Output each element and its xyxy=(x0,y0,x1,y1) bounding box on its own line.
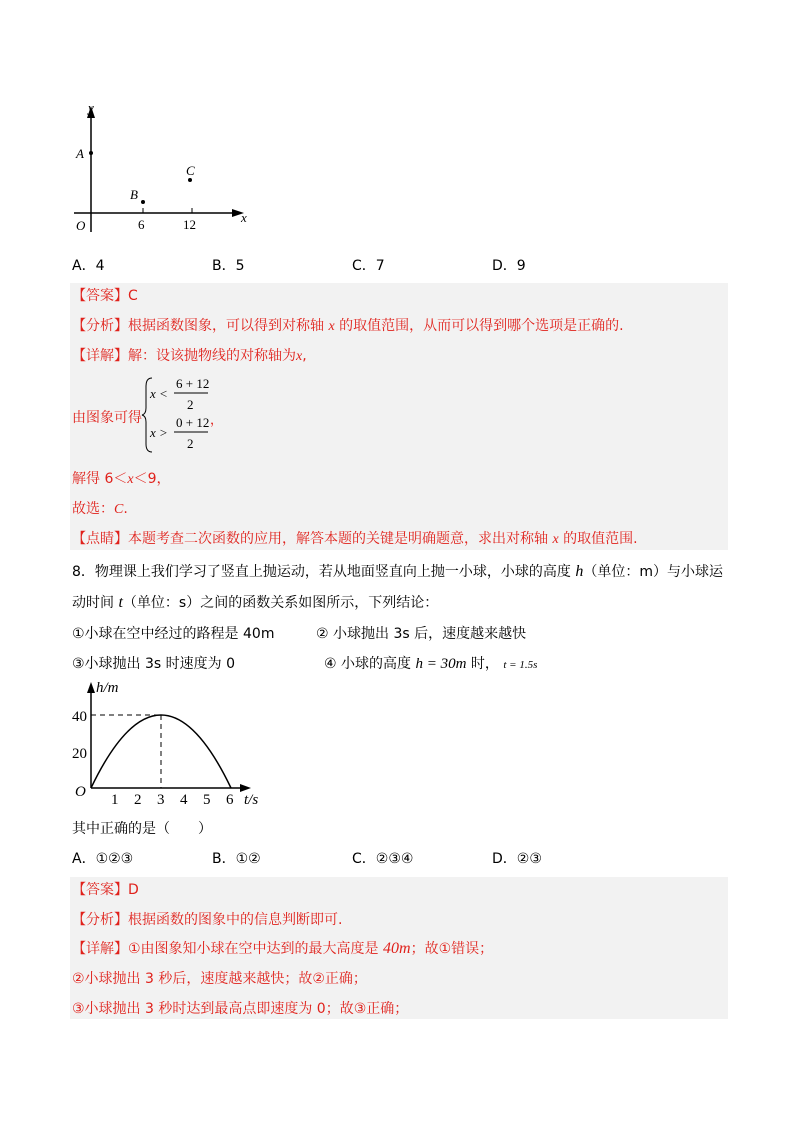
choose-end: . xyxy=(123,501,128,517)
y-axis-label: h/m xyxy=(96,680,119,696)
q8-detail-line-3: ③小球抛出 3 秒时达到最高点即速度为 0；故③正确； xyxy=(72,1001,409,1017)
point-b xyxy=(141,200,145,204)
answer-tag: 【答案】 xyxy=(72,288,128,304)
system-end: ， xyxy=(210,412,224,427)
detail-text: 解：设该抛物线的对称轴为 xyxy=(128,348,296,364)
x-tick-2: 2 xyxy=(134,792,142,808)
x-axis-label: x xyxy=(241,210,247,225)
q8-detail-line-1 xyxy=(72,939,493,959)
q7-choose-line xyxy=(72,499,128,520)
point-a-label: A xyxy=(76,146,84,161)
stem-text-cont: （单位：m）与小球运 xyxy=(583,564,723,580)
detail-tag: 【详解】 xyxy=(72,348,128,364)
height-equation: h = 30m xyxy=(415,656,467,672)
q8-question: 其中正确的是（ ） xyxy=(72,821,212,837)
q8-option-d: D．②③ xyxy=(492,851,542,867)
y-tick-20: 20 xyxy=(72,746,87,762)
variable-x: x xyxy=(552,532,559,547)
q8-conclusion-2: ② 小球抛出 3s 后，速度越来越快 xyxy=(316,626,527,642)
ineq1-denominator: 2 xyxy=(187,397,194,412)
q7-option-b: B．5 xyxy=(212,258,245,274)
choose-text: 故选： xyxy=(72,501,114,517)
detail-text: ①由图象知小球在空中达到的最大高度是 xyxy=(128,941,379,957)
q8-analysis-line xyxy=(72,910,342,930)
analysis-text: 根据函数图象，可以得到对称轴 xyxy=(128,318,324,334)
tick-6-label: 6 xyxy=(138,217,145,232)
point-c-label: C xyxy=(186,163,195,178)
y-tick-40: 40 xyxy=(72,709,87,725)
system-intro: 由图象可得 xyxy=(72,410,142,426)
analysis-text-cont: 的取值范围，从而可以得到哪个选项是正确的. xyxy=(339,318,624,334)
x-tick-3: 3 xyxy=(157,792,165,808)
q8-detail-line-2: ②小球抛出 3 秒后，速度越来越快；故②正确； xyxy=(72,971,367,987)
origin-label: O xyxy=(76,218,86,233)
q8-answer-line xyxy=(72,880,139,900)
detail-tag: 【详解】 xyxy=(72,941,128,957)
choose-value: C xyxy=(114,502,124,517)
q8-conclusion-4 xyxy=(324,654,537,675)
variable-x: x xyxy=(127,472,134,487)
detail-end: , xyxy=(302,348,307,364)
max-height-value: 40m xyxy=(383,940,411,957)
x-axis-label: t/s xyxy=(244,792,259,808)
q7-solve-line xyxy=(72,469,171,490)
x-axis-arrow xyxy=(240,784,251,792)
q8-option-b: B．①② xyxy=(212,851,261,867)
q7-comment-line xyxy=(72,529,638,550)
comment-text-cont: 的取值范围. xyxy=(563,531,638,547)
q8-stem-line-2 xyxy=(72,593,438,613)
x-tick-4: 4 xyxy=(180,792,188,808)
q7-detail-line xyxy=(72,346,307,367)
detail-text-end: ；故①错误； xyxy=(410,941,494,957)
q8-option-a: A．①②③ xyxy=(72,851,134,867)
inequality-system xyxy=(140,374,230,456)
time-equation: t = 1.5s xyxy=(503,659,538,671)
x-tick-1: 1 xyxy=(111,792,119,808)
point-c xyxy=(188,178,192,182)
q8-conclusion-3: ③小球抛出 3s 时速度为 0 xyxy=(72,656,236,672)
solve-text: 解得 6＜ xyxy=(72,471,128,487)
y-axis-label: y xyxy=(88,100,94,115)
variable-x: x xyxy=(296,349,303,364)
stem-text: 8．物理课上我们学习了竖直上抛运动，若从地面竖直向上抛一小球，小球的高度 xyxy=(72,564,571,580)
q7-answer-line xyxy=(72,286,138,306)
q7-coordinate-graph xyxy=(66,96,256,238)
answer-tag: 【答案】 xyxy=(72,882,128,898)
x-tick-6: 6 xyxy=(226,792,234,808)
stem-text: 动时间 xyxy=(72,595,114,611)
analysis-tag: 【分析】 xyxy=(72,318,128,334)
answer-value: C xyxy=(128,288,138,304)
q8-height-time-graph xyxy=(70,676,270,810)
variable-h: h xyxy=(575,563,584,580)
ineq2-denominator: 2 xyxy=(187,436,194,451)
origin-label: O xyxy=(75,784,86,800)
q7-analysis-line xyxy=(72,316,624,337)
stem-text-cont: （单位：s）之间的函数关系如图所示，下列结论： xyxy=(122,595,439,611)
x-tick-5: 5 xyxy=(203,792,211,808)
point-a xyxy=(89,151,93,155)
comment-tag: 【点睛】 xyxy=(72,531,128,547)
q8-conclusion-1: ①小球在空中经过的路程是 40m xyxy=(72,626,275,642)
analysis-text: 根据函数的图象中的信息判断即可. xyxy=(128,912,343,928)
conclusion-text-cont: 时， xyxy=(470,656,499,672)
q7-option-d: D．9 xyxy=(492,258,526,274)
q8-option-c: C．②③④ xyxy=(352,851,414,867)
analysis-tag: 【分析】 xyxy=(72,912,128,928)
ineq2-lhs: x > xyxy=(150,425,168,440)
answer-value: D xyxy=(128,882,139,898)
comment-text: 本题考查二次函数的应用，解答本题的关键是明确题意，求出对称轴 xyxy=(128,531,548,547)
solve-text-end: ＜9， xyxy=(133,471,171,487)
point-b-label: B xyxy=(130,187,138,202)
variable-x: x xyxy=(328,319,335,334)
q8-stem-line-1 xyxy=(72,562,723,582)
ineq1-lhs: x < xyxy=(150,386,168,401)
conclusion-text: ④ 小球的高度 xyxy=(324,656,412,672)
variable-t: t xyxy=(118,594,123,611)
tick-12-label: 12 xyxy=(183,217,196,232)
y-axis-arrow xyxy=(87,682,95,693)
ineq2-numerator: 0 + 12 xyxy=(176,415,210,430)
q7-option-c: C．7 xyxy=(352,258,385,274)
q7-option-a: A．4 xyxy=(72,258,105,274)
ineq1-numerator: 6 + 12 xyxy=(176,376,210,391)
